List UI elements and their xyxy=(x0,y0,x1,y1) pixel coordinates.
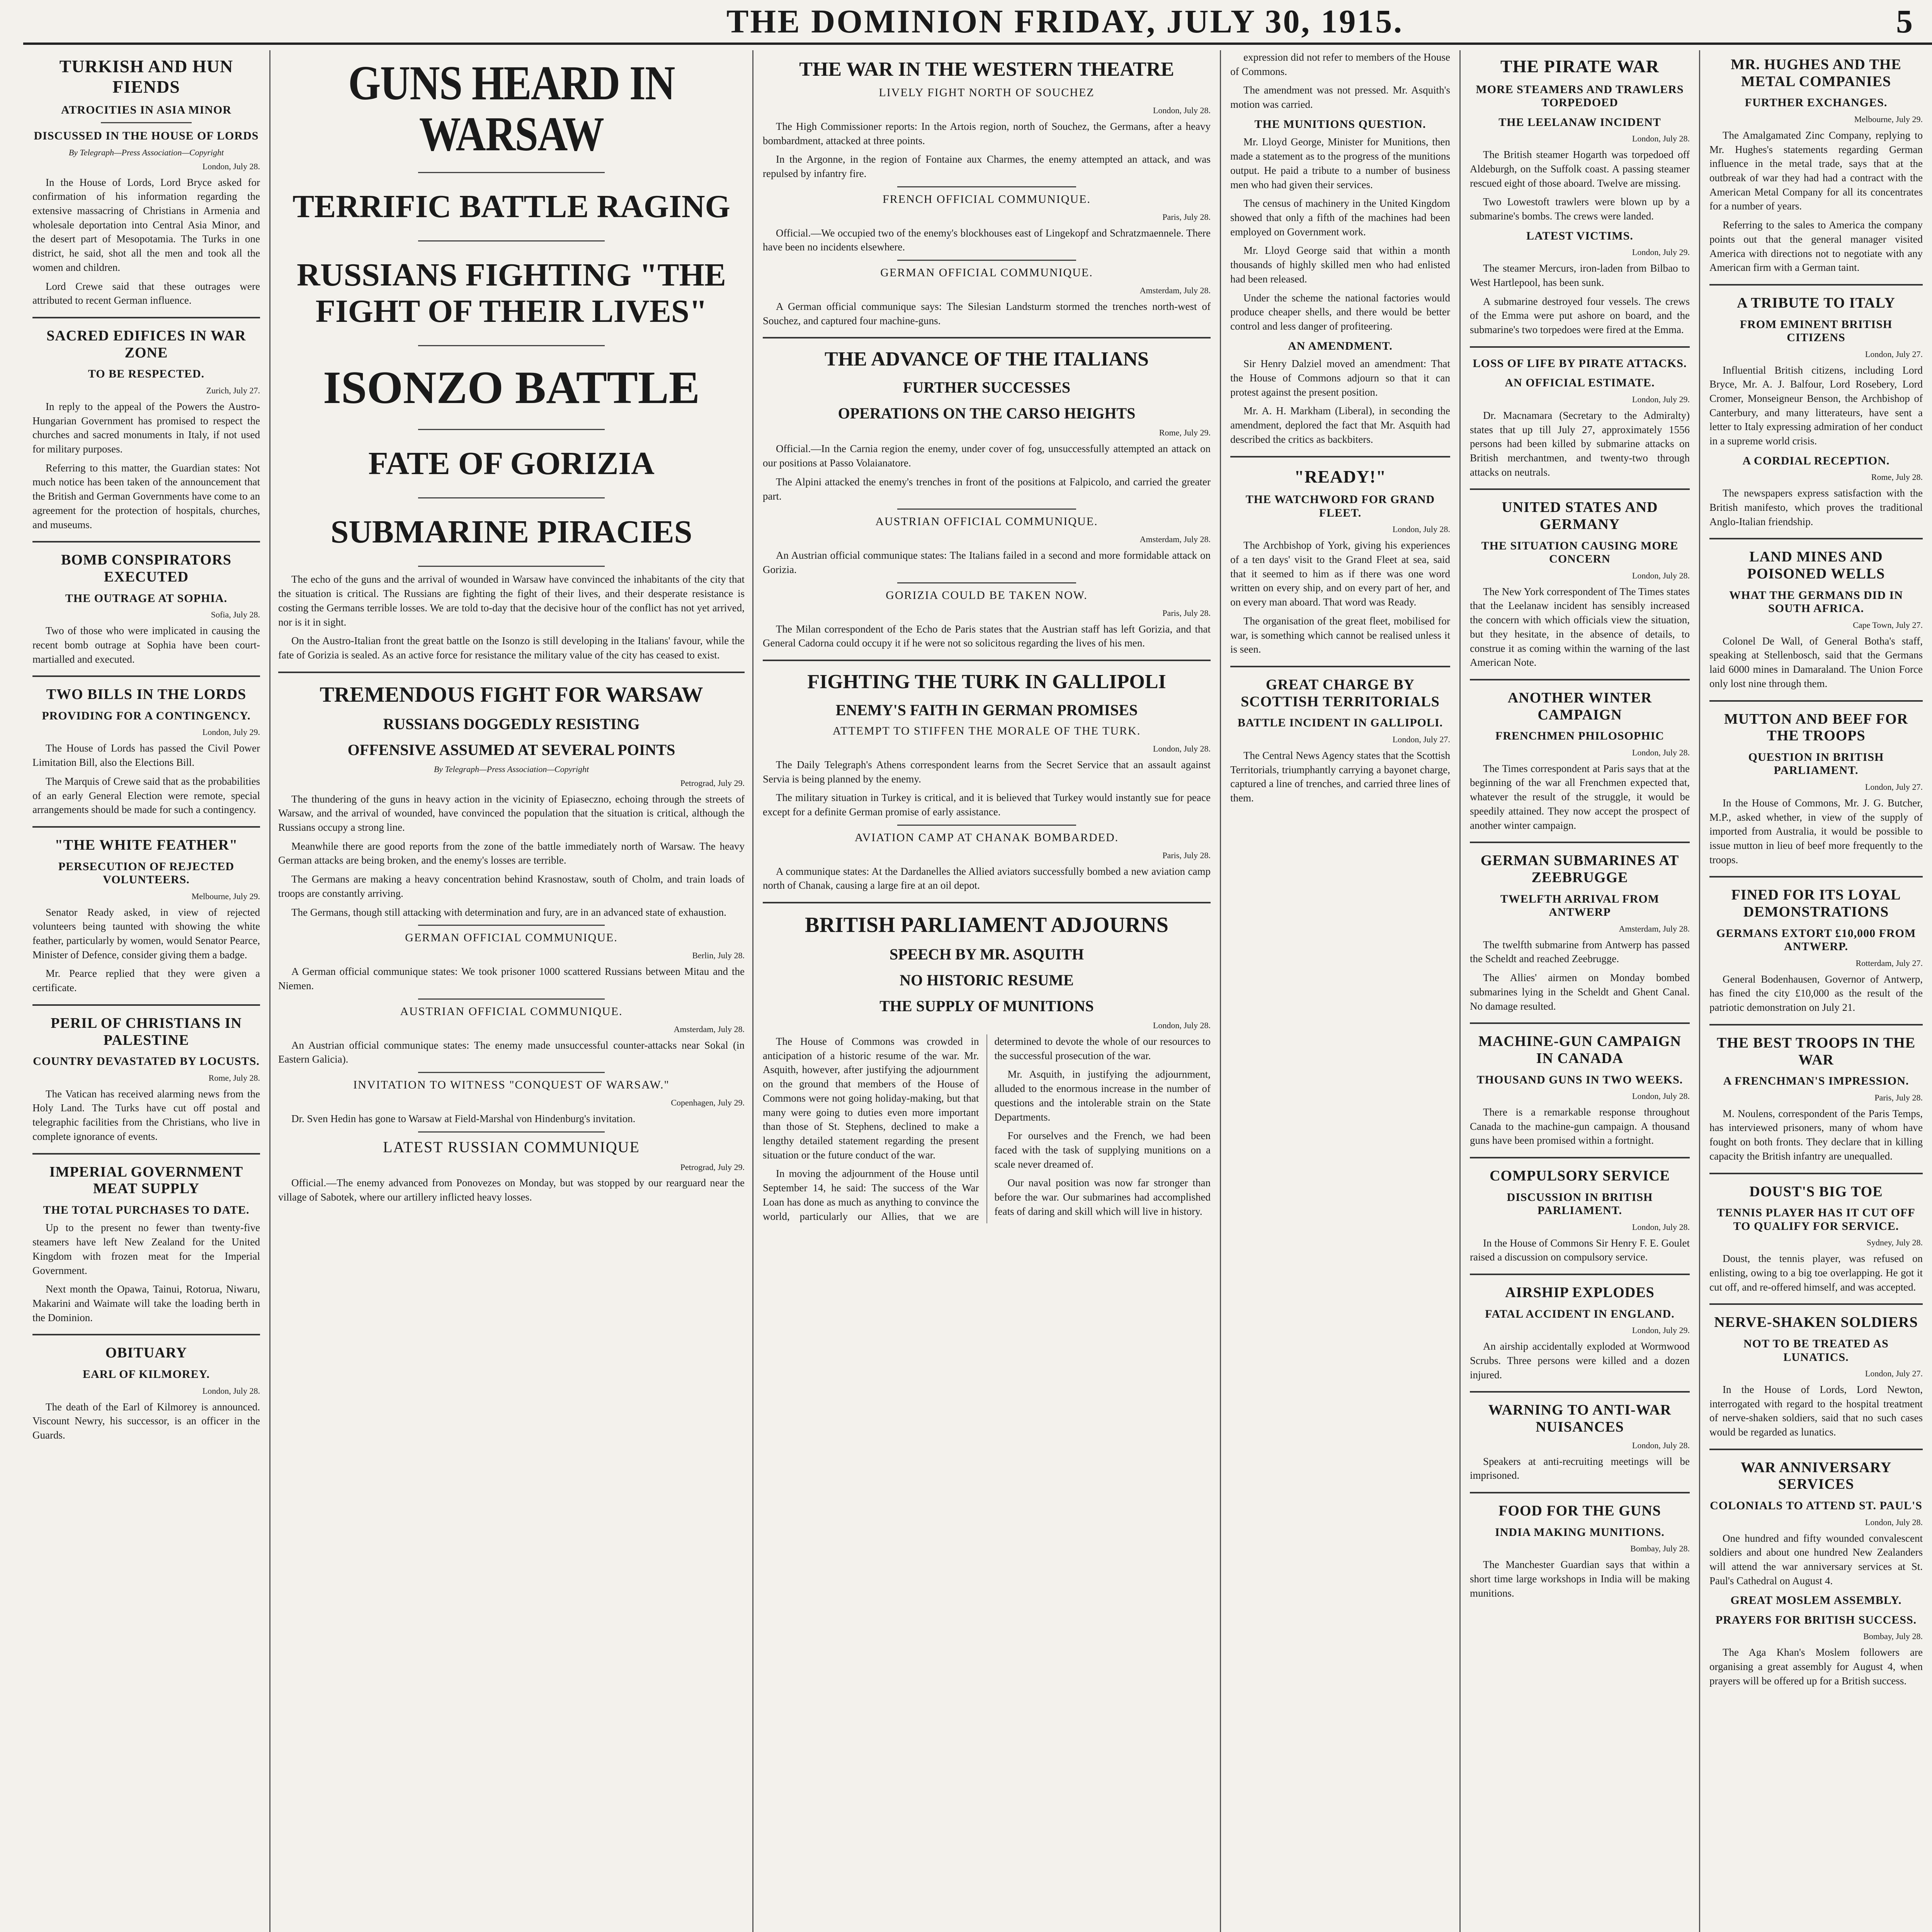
divider xyxy=(418,925,605,926)
article-paragraph: Our naval position was now far stronger than before the war. Our submarines had accomplished feats of daring and skill which will live in history. xyxy=(994,1177,1211,1217)
article-paragraph: General Bodenhausen, Governor of Antwerp, has fined the city £10,000 as the result of the patriotic demonstration on July 21. xyxy=(1709,973,1923,1014)
divider xyxy=(897,260,1077,261)
article-subhead: INVITATION TO WITNESS "CONQUEST OF WARSAW." xyxy=(353,1078,670,1091)
divider xyxy=(897,825,1077,826)
divider xyxy=(418,497,605,498)
dateline: Amsterdam, July 28. xyxy=(1619,923,1690,934)
article-paragraph: In the Argonne, in the region of Fontaine aux Charmes, the enemy attempted an attack, and was repulsed by infantry fire. xyxy=(763,153,1211,180)
article-subhead: MORE STEAMERS AND TRAWLERS TORPEDOED xyxy=(1476,83,1684,109)
article-paragraph: M. Noulens, correspondent of the Paris Temps, has interviewed prisoners, many of whom have fought on both fronts. They declare that in killing capacity the British infantry are unequalled. xyxy=(1709,1107,1923,1162)
article-subhead: A FRENCHMAN'S IMPRESSION. xyxy=(1723,1075,1909,1088)
article-paragraph: The death of the Earl of Kilmorey is announced. Viscount Newry, his successor, is an officer in the Guards. xyxy=(32,1401,260,1441)
column-6 xyxy=(1700,50,1932,1932)
dateline: Paris, July 28. xyxy=(1162,212,1211,222)
divider xyxy=(418,240,605,242)
article-paragraph: In the House of Lords, Lord Newton, interrogated with regard to the hospital treatment of nerve-shaken soldiers, said that no such cases would be regarded as lunatics. xyxy=(1709,1383,1923,1438)
divider xyxy=(1230,666,1450,667)
article-headline: PERIL OF CHRISTIANS IN PALESTINE xyxy=(51,1015,242,1048)
page-number: 5 xyxy=(1896,3,1913,40)
article-paragraph: The Amalgamated Zinc Company, replying to Mr. Hughes's statements regarding German influence in the metal trade, says that at the outbreak of war they had had a contract with the American Metal Company for all its concentrates for a number of years. xyxy=(1709,129,1923,212)
article-paragraph: A submarine destroyed four vessels. The crews of the Emma were put ashore on board, and the submarine's two torpedoes were fired at the Emma. xyxy=(1470,295,1690,336)
divider xyxy=(418,345,605,346)
article-paragraph: Influential British citizens, including Lord Bryce, Mr. A. J. Balfour, Lord Rosebery, Lord Cromer, Monseigneur Benson, the Archbishop of Canterbury, and many litterateurs, have sent a letter to Italy expressing admiration of her conduct in a supreme world crisis. xyxy=(1709,364,1923,447)
main-banner-headline: GUNS HEARD IN WARSAW xyxy=(348,56,675,162)
article-subhead: ATTEMPT TO STIFFEN THE MORALE OF THE TURK. xyxy=(832,724,1141,737)
article-paragraph: Lord Crewe said that these outrages were attributed to recent German influence. xyxy=(32,280,260,306)
article-paragraph: The twelfth submarine from Antwerp has passed the Scheldt and reached Zeebrugge. xyxy=(1470,939,1690,965)
article-headline: LAND MINES AND POISONED WELLS xyxy=(1747,549,1885,582)
article-paragraph: Mr. Lloyd George said that within a month thousands of highly skilled men who had enlisted had been released. xyxy=(1230,245,1450,285)
article-paragraph: The census of machinery in the United Kingdom showed that only a fifth of the machines had been employed on Government work. xyxy=(1230,197,1450,238)
article-paragraph: Dr. Macnamara (Secretary to the Admiralty) states that up till July 27, approximately 1556 persons had been killed by submarine attacks on British merchantmen, and twenty-two through attacks on neutrals. xyxy=(1470,409,1690,478)
article-subhead: FURTHER SUCCESSES xyxy=(903,379,1071,396)
article-subhead: AVIATION CAMP AT CHANAK BOMBARDED. xyxy=(854,831,1119,844)
dateline: London, July 27. xyxy=(1865,1369,1923,1378)
article-subhead: FATAL ACCIDENT IN ENGLAND. xyxy=(1485,1307,1675,1320)
article-paragraph: A communique states: At the Dardanelles the Allied aviators successfully bombed a new aviation camp north of Chanak, causing a large fire at an oil depot. xyxy=(763,865,1211,891)
article-headline: UNITED STATES AND GERMANY xyxy=(1502,499,1658,533)
dateline: London, July 29. xyxy=(1632,394,1690,404)
dateline: London, July 28. xyxy=(1632,1091,1690,1101)
dateline: Petrograd, July 29. xyxy=(680,1162,745,1172)
article-subhead: INDIA MAKING MUNITIONS. xyxy=(1495,1526,1665,1539)
article-headline: LOSS OF LIFE BY PIRATE ATTACKS. xyxy=(1473,357,1687,370)
dateline: Rome, July 28. xyxy=(208,1073,260,1083)
article-subhead: NOT TO BE TREATED AS LUNATICS. xyxy=(1743,1337,1889,1364)
article-headline: OBITUARY xyxy=(105,1345,187,1361)
article-headline: TWO BILLS IN THE LORDS xyxy=(46,686,247,703)
article-paragraph: Meanwhile there are good reports from the zone of the battle immediately north of Warsaw. The heavy German attacks are being broken, and the enemy's losses are terrible. xyxy=(278,840,745,866)
article-paragraph: In reply to the appeal of the Powers the Austro-Hungarian Government has promised to respect the churches and sacred monuments in Italy, if not used for military purposes. xyxy=(32,400,260,455)
article-subhead: QUESTION IN BRITISH PARLIAMENT. xyxy=(1748,750,1884,777)
article-paragraph: In the House of Commons Sir Henry F. E. Goulet raised a discussion on compulsory service. xyxy=(1470,1237,1690,1263)
dateline: London, July 29. xyxy=(1632,247,1690,257)
dateline: Bombay, July 28. xyxy=(1863,1631,1923,1641)
article-paragraph: The Germans, though still attacking with determination and fury, are in an advanced state of exhaustion. xyxy=(291,906,726,918)
divider xyxy=(418,998,605,1000)
article-subhead: LATEST VICTIMS. xyxy=(1526,229,1633,242)
banner-deck: FATE OF GORIZIA xyxy=(368,446,655,482)
dateline: Sofia, July 28. xyxy=(211,610,260,620)
article-paragraph: There is a remarkable response throughout Canada to the machine-gun campaign. A thousand guns have been promised within a fortnight. xyxy=(1470,1106,1690,1146)
article-subhead: OFFENSIVE ASSUMED AT SEVERAL POINTS xyxy=(347,741,675,759)
divider xyxy=(897,582,1077,583)
article-headline: A TRIBUTE TO ITALY xyxy=(1737,294,1895,311)
divider xyxy=(32,1334,260,1335)
article-subhead: ENEMY'S FAITH IN GERMAN PROMISES xyxy=(835,701,1138,719)
article-paragraph: The New York correspondent of The Times states that the Leelanaw incident has sensibly increased the concern with which officials view the situation, but they hesitate, in the absence of details, to construe it as coming within the warning of the last American Note. xyxy=(1470,585,1690,668)
dateline: Rome, July 29. xyxy=(1159,428,1211,438)
article-subhead: PRAYERS FOR BRITISH SUCCESS. xyxy=(1715,1613,1917,1626)
article-paragraph: Senator Ready asked, in view of rejected volunteers being taunted with showing the white feather, particularly by women, would Senator Pearce, Minister of Defence, consider giving them a badge. xyxy=(32,906,260,961)
article-paragraph: The High Commissioner reports: In the Artois region, north of Souchez, the Germans, after a heavy bombardment, attacked at three points. xyxy=(763,120,1211,146)
article-paragraph: The Archbishop of York, giving his experiences of a ten days' visit to the Grand Fleet at sea, said that it seemed to him as if there was one word written on every ship, and on every part of her, and on every man aboard. That word was Ready. xyxy=(1230,539,1450,608)
article-paragraph: Official.—In the Carnia region the enemy, under cover of fog, unsuccessfully attempted an attack on our positions at Passo Volaianatore. xyxy=(763,443,1211,469)
article-paragraph: The Allies' airmen on Monday bombed submarines lying in the Scheldt and Ghent Canal. No damage resulted. xyxy=(1470,972,1690,1012)
article-subhead: ATROCITIES IN ASIA MINOR xyxy=(61,103,232,116)
dateline: London, July 27. xyxy=(1865,782,1923,792)
article-paragraph: The Daily Telegraph's Athens correspondent learns from the Secret Service that an assault against Servia is being planned by the enemy. xyxy=(763,759,1211,785)
column-3 xyxy=(753,50,1221,1932)
dateline: London, July 28. xyxy=(1153,743,1211,753)
article-headline: WAR ANNIVERSARY SERVICES xyxy=(1740,1459,1892,1493)
article-headline: MACHINE-GUN CAMPAIGN IN CANADA xyxy=(1478,1033,1681,1066)
article-paragraph: The amendment was not pressed. Mr. Asquith's motion was carried. xyxy=(1230,84,1450,111)
divider xyxy=(1470,1022,1690,1024)
dateline: Amsterdam, July 28. xyxy=(673,1024,745,1034)
article-subhead: THE OUTRAGE AT SOPHIA. xyxy=(65,592,228,605)
divider xyxy=(418,1131,605,1133)
divider xyxy=(1709,876,1923,878)
divider xyxy=(32,826,260,828)
dateline: Zurich, July 27. xyxy=(206,385,260,395)
article-headline: TREMENDOUS FIGHT FOR WARSAW xyxy=(320,682,703,707)
divider xyxy=(418,429,605,430)
article-paragraph: Two Lowestoft trawlers were blown up by a submarine's bombs. The crews were landed. xyxy=(1470,196,1690,222)
divider xyxy=(1470,1391,1690,1393)
article-headline: THE BEST TROOPS IN THE WAR xyxy=(1716,1034,1916,1068)
dateline: London, July 29. xyxy=(202,727,260,737)
article-headline: THE WAR IN THE WESTERN THEATRE xyxy=(799,58,1174,80)
dateline: London, July 27. xyxy=(1865,349,1923,359)
article-headline: AIRSHIP EXPLODES xyxy=(1505,1284,1655,1301)
article-subhead: THE WATCHWORD FOR GRAND FLEET. xyxy=(1245,493,1435,519)
article-subhead: THE LEELANAW INCIDENT xyxy=(1498,116,1661,129)
divider xyxy=(32,1004,260,1006)
article-subhead: EARL OF KILMOREY. xyxy=(83,1368,210,1381)
article-subhead: THOUSAND GUNS IN TWO WEEKS. xyxy=(1476,1073,1683,1086)
dateline: London, July 28. xyxy=(202,1386,260,1396)
dateline: Paris, July 28. xyxy=(1162,850,1211,860)
article-paragraph: The Aga Khan's Moslem followers are organising a great assembly for August 4, when prayers will be offered up for a British success. xyxy=(1709,1646,1923,1687)
article-subhead: FURTHER EXCHANGES. xyxy=(1745,96,1888,109)
divider xyxy=(1470,1274,1690,1275)
dateline: Rome, July 28. xyxy=(1871,472,1923,482)
article-paragraph: The Manchester Guardian says that within a short time large workshops in India will be making munitions. xyxy=(1470,1559,1690,1599)
dateline: Paris, July 28. xyxy=(1874,1092,1923,1102)
article-subhead: LATEST RUSSIAN COMMUNIQUE xyxy=(383,1138,640,1156)
dateline: London, July 28. xyxy=(1632,570,1690,580)
dateline: Berlin, July 28. xyxy=(692,951,745,961)
article-paragraph: Mr. A. H. Markham (Liberal), in seconding the amendment, deplored the fact that Mr. Asquith had described the critics as backbiters. xyxy=(1230,405,1450,445)
article-paragraph: expression did not refer to members of the House of Commons. xyxy=(1230,51,1450,77)
dateline: London, July 27. xyxy=(1392,734,1450,744)
divider xyxy=(1709,700,1923,702)
article-paragraph: Referring to this matter, the Guardian states: Not much notice has been taken of the announcement that the British and German Governments have come to an agreement for the protection of hospitals, churches, and museums. xyxy=(32,462,260,531)
column-1 xyxy=(23,50,270,1932)
article-paragraph: Two of those who were implicated in causing the recent bomb outrage at Sophia have been court-martialled and executed. xyxy=(32,625,260,665)
article-subhead: SPEECH BY MR. ASQUITH xyxy=(889,946,1084,963)
article-subhead: TENNIS PLAYER HAS IT CUT OFF TO QUALIFY FOR SERVICE. xyxy=(1717,1206,1915,1233)
dateline: London, July 28. xyxy=(1153,105,1211,115)
article-headline: "READY!" xyxy=(1294,466,1386,486)
article-paragraph: An Austrian official communique states: The Italians failed in a second and more formidable attack on Gorizia. xyxy=(763,549,1211,575)
dateline: Melbourne, July 29. xyxy=(191,891,260,901)
article-paragraph: Mr. Pearce replied that they were given a certificate. xyxy=(32,968,260,994)
article-paragraph: The Central News Agency states that the Scottish Territorials, triumphantly carrying a bayonet charge, captured a line of trenches, and carried three lines of them. xyxy=(1230,749,1450,804)
divider xyxy=(32,541,260,543)
article-subhead: DISCUSSED IN THE HOUSE OF LORDS xyxy=(34,129,259,143)
article-paragraph: Next month the Opawa, Tainui, Rotorua, Niwaru, Makarini and Waimate will take the loading berth in the Dominion. xyxy=(32,1283,260,1323)
article-subhead: AUSTRIAN OFFICIAL COMMUNIQUE. xyxy=(875,515,1098,528)
article-headline: FOOD FOR THE GUNS xyxy=(1498,1503,1661,1519)
banner-deck: RUSSIANS FIGHTING "THE FIGHT OF THEIR LIVES" xyxy=(297,257,726,329)
dateline: Amsterdam, July 28. xyxy=(1139,286,1211,296)
dateline: Amsterdam, July 28. xyxy=(1139,534,1211,544)
article-headline: FINED FOR ITS LOYAL DEMONSTRATIONS xyxy=(1731,887,1901,920)
dateline: Copenhagen, July 29. xyxy=(671,1097,745,1107)
article-subhead: GERMAN OFFICIAL COMMUNIQUE. xyxy=(880,266,1093,279)
article-subhead: TO BE RESPECTED. xyxy=(88,367,205,381)
dateline: London, July 28. xyxy=(1153,1020,1211,1031)
article-headline: THE PIRATE WAR xyxy=(1500,56,1660,76)
article-paragraph: Mr. Asquith, in justifying the adjournment, alluded to the enormous increase in the number of questions and the intolerable strain on the State Departments. xyxy=(994,1068,1211,1123)
article-paragraph: The Times correspondent at Paris says that at the beginning of the war all Frenchmen expected that, whatever the result of the struggle, it would be speedily attained. They now accept the prospect of another winter campaign. xyxy=(1470,762,1690,831)
article-paragraph: Mr. Lloyd George, Minister for Munitions, then made a statement as to the progress of the munitions output. He paid a tribute to a number of business men who had given their services. xyxy=(1230,136,1450,190)
divider xyxy=(32,317,260,318)
article-paragraph: An airship accidentally exploded at Wormwood Scrubs. Three persons were killed and a dozen injured. xyxy=(1470,1340,1690,1381)
divider xyxy=(763,902,1211,903)
article-headline: THE ADVANCE OF THE ITALIANS xyxy=(825,348,1149,371)
dateline: Paris, July 28. xyxy=(1162,608,1211,618)
article-subhead: GORIZIA COULD BE TAKEN NOW. xyxy=(886,588,1088,602)
article-paragraph: The Marquis of Crewe said that as the probabilities of an early General Election were remote, special arrangements should be made for such a contingency. xyxy=(32,775,260,816)
divider xyxy=(763,337,1211,338)
divider xyxy=(32,1153,260,1155)
article-subhead: NO HISTORIC RESUME xyxy=(900,971,1074,989)
column-2 xyxy=(270,50,753,1932)
article-headline: MR. HUGHES AND THE METAL COMPANIES xyxy=(1731,56,1901,90)
dateline: Sydney, July 28. xyxy=(1866,1238,1923,1248)
dateline: London, July 28. xyxy=(1632,1440,1690,1450)
dateline: London, July 28. xyxy=(202,161,260,171)
article-paragraph: Official.—The enemy advanced from Ponovezes on Monday, but was stopped by our rearguard near the village of Sabotek, where our artillery inflicted heavy losses. xyxy=(278,1177,745,1203)
article-subhead: OPERATIONS ON THE CARSO HEIGHTS xyxy=(838,405,1136,422)
article-paragraph: Under the scheme the national factories would produce cheaper shells, and there would be better control and less danger of profiteering. xyxy=(1230,292,1450,332)
article-subhead: BATTLE INCIDENT IN GALLIPOLI. xyxy=(1237,716,1443,730)
article-subhead: FROM EMINENT BRITISH CITIZENS xyxy=(1740,318,1893,344)
article-headline: COMPULSORY SERVICE xyxy=(1490,1168,1670,1184)
divider xyxy=(897,186,1077,187)
dateline: London, July 28. xyxy=(1632,134,1690,144)
article-headline: MUTTON AND BEEF FOR THE TROOPS xyxy=(1724,711,1908,744)
article-headline: GREAT CHARGE BY SCOTTISH TERRITORIALS xyxy=(1241,677,1440,710)
divider xyxy=(897,509,1077,510)
article-headline: FIGHTING THE TURK IN GALLIPOLI xyxy=(807,670,1166,693)
article-headline: ANOTHER WINTER CAMPAIGN xyxy=(1507,689,1652,723)
article-subhead: AN OFFICIAL ESTIMATE. xyxy=(1505,376,1655,389)
dateline: London, July 28. xyxy=(1392,524,1450,534)
article-subhead: DISCUSSION IN BRITISH PARLIAMENT. xyxy=(1507,1190,1653,1217)
article-subhead: GERMANS EXTORT £10,000 FROM ANTWERP. xyxy=(1716,927,1916,953)
divider xyxy=(278,672,745,673)
divider xyxy=(418,172,605,173)
article-paragraph: One hundred and fifty wounded convalescent soldiers and about one hundred New Zealanders will attend the war anniversary services at St. Paul's Cathedral on August 4. xyxy=(1709,1532,1923,1587)
article-paragraph: The Vatican has received alarming news from the Holy Land. The Turks have cut off postal and telegraphic facilities from the Christians, who live in complete ignorance of events. xyxy=(32,1088,260,1142)
banner-deck: TERRIFIC BATTLE RAGING xyxy=(293,188,730,224)
article-paragraph: Speakers at anti-recruiting meetings will be imprisoned. xyxy=(1470,1455,1690,1481)
dateline: Bombay, July 28. xyxy=(1630,1544,1690,1554)
dateline: Melbourne, July 29. xyxy=(1854,114,1923,124)
article-headline: IMPERIAL GOVERNMENT MEAT SUPPLY xyxy=(49,1163,243,1197)
divider xyxy=(1709,284,1923,286)
banner-deck: SUBMARINE PIRACIES xyxy=(330,514,692,550)
divider xyxy=(1470,679,1690,680)
article-paragraph: The Alpini attacked the enemy's trenches in front of the positions at Falpicolo, and carried the greater part. xyxy=(763,476,1211,502)
article-paragraph: The organisation of the great fleet, mobilised for war, is something which cannot be realised unless it is seen. xyxy=(1230,615,1450,655)
divider xyxy=(101,122,192,123)
divider xyxy=(1470,1492,1690,1493)
dateline: London, July 28. xyxy=(1632,1222,1690,1232)
article-headline: NERVE-SHAKEN SOLDIERS xyxy=(1714,1314,1918,1331)
article-subhead: A CORDIAL RECEPTION. xyxy=(1742,454,1890,467)
article-headline: TURKISH AND HUN FIENDS xyxy=(59,56,233,97)
masthead-title: THE DOMINION FRIDAY, JULY 30, 1915. xyxy=(726,3,1403,40)
article-subhead: PROVIDING FOR A CONTINGENCY. xyxy=(42,709,251,722)
article-paragraph: The Milan correspondent of the Echo de Paris states that the Austrian staff has left Gorizia, and that General Cadorna could occupy it if he were not so solicitous regarding the lives of his men. xyxy=(763,623,1211,649)
divider xyxy=(418,566,605,567)
dateline: London, July 28. xyxy=(1632,747,1690,757)
divider xyxy=(1470,842,1690,843)
article-paragraph: Up to the present no fewer than twenty-five steamers have left New Zealand for the United Kingdom with frozen meat for the Imperial Government. xyxy=(32,1222,260,1276)
article-subhead: THE MUNITIONS QUESTION. xyxy=(1254,117,1426,131)
divider xyxy=(32,675,260,677)
article-paragraph: An Austrian official communique states: The enemy made unsuccessful counter-attacks near Sokal (in Eastern Galicia). xyxy=(278,1039,745,1065)
article-paragraph: Colonel De Wall, of General Botha's staff, speaking at Stellenbosch, said that the Germans laid 6000 mines in Damaraland. The Union Force only lost nine through them. xyxy=(1709,635,1923,689)
article-paragraph: The military situation in Turkey is critical, and it is believed that Turkey would instantly sue for peace except for a definite German promise of early assistance. xyxy=(763,792,1211,818)
article-headline: GREAT MOSLEM ASSEMBLY. xyxy=(1730,1594,1902,1607)
divider xyxy=(1709,1173,1923,1174)
article-paragraph: Doust, the tennis player, was refused on enlisting, owing to a big toe overlapping. He got it cut off, and re-offered himself, and was accepted. xyxy=(1709,1253,1923,1293)
article-paragraph: Referring to the sales to America the company points out that the general manager visited America with directions not to negotiate with any American firm with a German taint. xyxy=(1709,219,1923,274)
article-subhead: THE SITUATION CAUSING MORE CONCERN xyxy=(1481,539,1679,566)
dateline: Rotterdam, July 27. xyxy=(1855,958,1923,968)
article-body xyxy=(763,1034,1211,1223)
article-paragraph: In moving the adjournment of the House until September 14, he said: The success of the War Loan has done as much as anything to convince the world, particularly our Allies, that we are determined to devote the whole of our resources to the successful prosecution of the war. xyxy=(763,1035,1211,1222)
article-subhead: RUSSIANS DOGGEDLY RESISTING xyxy=(383,715,640,733)
article-headline: "THE WHITE FEATHER" xyxy=(54,837,238,853)
article-headline: BRITISH PARLIAMENT ADJOURNS xyxy=(805,913,1168,937)
masthead xyxy=(23,0,1932,45)
column-5 xyxy=(1461,50,1700,1932)
divider xyxy=(763,660,1211,661)
article-subhead: PERSECUTION OF REJECTED VOLUNTEERS. xyxy=(58,860,235,886)
article-subhead: THE SUPPLY OF MUNITIONS xyxy=(879,997,1094,1015)
article-subhead: COUNTRY DEVASTATED BY LOCUSTS. xyxy=(33,1055,260,1068)
column-4 xyxy=(1221,50,1461,1932)
article-paragraph: A German official communique says: The Silesian Landsturm stormed the trenches north-west of Souchez, and captured four machine-guns. xyxy=(763,301,1211,327)
article-paragraph: On the Austro-Italian front the great battle on the Isonzo is still developing in the Italians' favour, while the fate of Gorizia is sealed. As an active force for resistance the military value of the city has ceased to exist. xyxy=(278,635,745,661)
article-paragraph: In the House of Commons, Mr. J. G. Butcher, M.P., asked whether, in view of the supply of imported from Australia, it would be possible to issue mutton in lieu of beef more frequently to the troops. xyxy=(1709,797,1923,866)
article-paragraph: The British steamer Hogarth was torpedoed off Aldeburgh, on the Suffolk coast. A passing steamer rescued eight of those aboard. Twelve are missing. xyxy=(1470,149,1690,189)
article-headline: DOUST'S BIG TOE xyxy=(1749,1183,1883,1200)
dateline: London, July 29. xyxy=(1632,1325,1690,1335)
article-subhead: LIVELY FIGHT NORTH OF SOUCHEZ xyxy=(879,86,1095,99)
article-subhead: GERMAN OFFICIAL COMMUNIQUE. xyxy=(405,931,618,944)
article-paragraph: In the House of Lords, Lord Bryce asked for confirmation of his information regarding the extensive massacring of Christians in Armenia and wholesale deportation into Central Asia Minor, and the desert part of Mesopotamia. The Turks in one district, he said, shot all the men and took all the women and children. xyxy=(32,176,260,273)
dateline: Petrograd, July 29. xyxy=(680,778,745,788)
article-paragraph: The Germans are making a heavy concentration behind Krasnostaw, south of Cholm, and train loads of troops are constantly arriving. xyxy=(278,873,745,899)
divider xyxy=(1709,1303,1923,1305)
article-subhead: AUSTRIAN OFFICIAL COMMUNIQUE. xyxy=(400,1005,623,1018)
divider xyxy=(1709,538,1923,539)
article-subhead: TWELFTH ARRIVAL FROM ANTWERP xyxy=(1500,892,1660,919)
article-subhead: AN AMENDMENT. xyxy=(1288,339,1393,352)
article-paragraph: The House of Commons was crowded in anticipation of a historic resume of the war. Mr. Asquith, however, after justifying the adjournment on the ground that members of the House of Commons were not going holiday-making, but that many were going to duties even more important than those of St. Stephens, declined to make a lengthy detailed statement regarding the present situation or the future conduct of the war. xyxy=(763,1035,979,1161)
credit-line: By Telegraph—Press Association—Copyright xyxy=(68,147,224,157)
article-paragraph: For ourselves and the French, we had been faced with the task of supplying munitions on a scale never dreamed of. xyxy=(994,1130,1211,1170)
divider xyxy=(1709,1024,1923,1026)
article-paragraph: The steamer Mercurs, iron-laden from Bilbao to West Hartlepool, has been sunk. xyxy=(1470,262,1690,289)
dateline: Cape Town, July 27. xyxy=(1853,620,1923,630)
article-headline: GERMAN SUBMARINES AT ZEEBRUGGE xyxy=(1480,852,1679,886)
article-subhead: THE TOTAL PURCHASES TO DATE. xyxy=(43,1203,250,1216)
article-paragraph: The House of Lords has passed the Civil Power Limitation Bill, also the Elections Bill. xyxy=(32,742,260,769)
credit-line: By Telegraph—Press Association—Copyright xyxy=(434,764,589,774)
divider xyxy=(1470,346,1690,348)
article-paragraph: The echo of the guns and the arrival of wounded in Warsaw have convinced the inhabitants of the city that the situation is critical. The Russians are fighting the fight of their lives, and their desperate resistance is costing the Germans terrible losses. We are told to-day that the decisive hour of the conflict has not yet arrived, nor is it in sight. xyxy=(278,573,745,628)
article-paragraph: Official.—We occupied two of the enemy's blockhouses east of Lingekopf and Schratzmaennele. There have been no incidents elsewhere. xyxy=(763,227,1211,253)
dateline: London, July 28. xyxy=(1865,1517,1923,1527)
divider xyxy=(1230,456,1450,457)
article-paragraph: The newspapers express satisfaction with the British manifesto, which proves the traditional Anglo-Italian friendship. xyxy=(1709,487,1923,527)
article-paragraph: The thundering of the guns in heavy action in the vicinity of Epiaseczno, echoing through the streets of Warsaw, and the arrival of wounded, have convinced the population that the situation is critical, although the Russians occupy a strong line. xyxy=(278,793,745,833)
article-paragraph: A German official communique states: We took prisoner 1000 scattered Russians between Mitau and the Niemen. xyxy=(278,966,745,992)
banner-deck: ISONZO BATTLE xyxy=(323,361,700,413)
article-paragraph: Sir Henry Dalziel moved an amendment: That the House of Commons adjourn so that it can protest against the present position. xyxy=(1230,358,1450,398)
divider xyxy=(418,1072,605,1073)
article-headline: SACRED EDIFICES IN WAR ZONE xyxy=(46,328,246,361)
article-subhead: FRENCH OFFICIAL COMMUNIQUE. xyxy=(883,192,1091,206)
article-paragraph: Dr. Sven Hedin has gone to Warsaw at Field-Marshal von Hindenburg's invitation. xyxy=(291,1112,636,1124)
article-headline: BOMB CONSPIRATORS EXECUTED xyxy=(61,552,232,585)
article-headline: WARNING TO ANTI-WAR NUISANCES xyxy=(1488,1402,1672,1435)
article-subhead: WHAT THE GERMANS DID IN SOUTH AFRICA. xyxy=(1729,588,1903,615)
article-subhead: COLONIALS TO ATTEND ST. PAUL'S xyxy=(1710,1499,1922,1512)
divider xyxy=(1709,1449,1923,1450)
article-subhead: FRENCHMEN PHILOSOPHIC xyxy=(1495,730,1664,743)
divider xyxy=(1470,488,1690,490)
divider xyxy=(1470,1157,1690,1158)
